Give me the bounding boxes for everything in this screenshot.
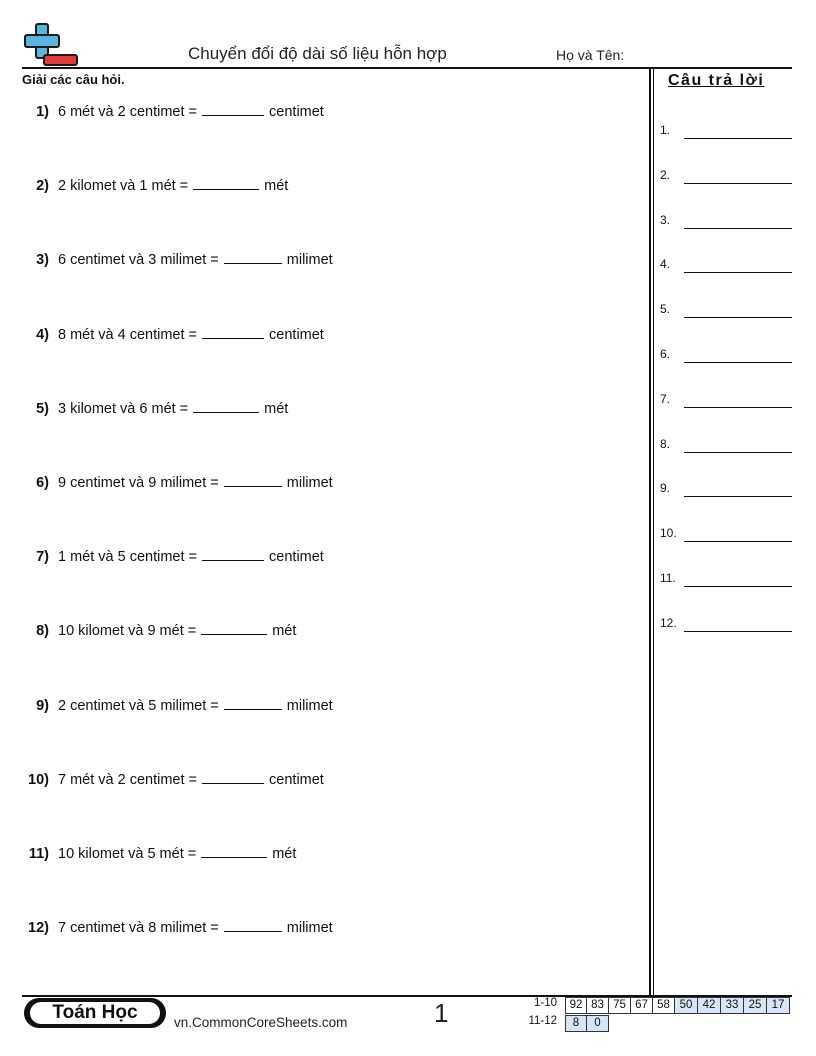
question-number: 12) [28, 920, 49, 937]
score-row [525, 997, 790, 1014]
question-text: 2 centimet và 5 milimet = [58, 697, 219, 714]
answer-blank[interactable] [202, 546, 264, 561]
question-text: 7 mét và 2 centimet = [58, 771, 198, 788]
question-number: 8) [36, 623, 49, 640]
column-divider-inner [653, 68, 654, 996]
answer-number: 10. [660, 526, 677, 541]
name-label: Họ và Tên: [556, 47, 625, 63]
score-cell: 83 [586, 997, 609, 1014]
question-item [22, 695, 333, 714]
question-text: 2 kilomet và 1 mét = [58, 178, 189, 195]
answer-line[interactable] [684, 541, 792, 542]
answer-number: 7. [660, 391, 671, 406]
answer-line[interactable] [684, 183, 792, 184]
question-unit: mét [264, 178, 289, 195]
question-number: 7) [36, 549, 49, 566]
answer-line[interactable] [684, 138, 792, 139]
question-text: 1 mét và 5 centimet = [58, 549, 198, 566]
answer-line[interactable] [684, 496, 792, 497]
question-item [22, 175, 288, 194]
answer-blank[interactable] [224, 695, 282, 710]
answer-number: 1. [660, 123, 671, 137]
answer-blank[interactable] [224, 472, 282, 487]
answer-blank[interactable] [202, 324, 264, 339]
answer-line[interactable] [684, 407, 792, 408]
question-item [22, 769, 324, 788]
question-item [22, 472, 333, 491]
answer-blank[interactable] [202, 101, 264, 116]
question-unit: milimet [286, 252, 333, 269]
score-cell: 92 [565, 997, 587, 1014]
answer-number: 3. [660, 212, 671, 227]
question-number: 5) [36, 400, 49, 417]
answer-line[interactable] [684, 317, 792, 318]
question-number: 9) [36, 697, 49, 714]
answer-number: 8. [660, 436, 671, 451]
question-text: 3 kilomet và 6 mét = [58, 400, 189, 417]
question-unit: mét [272, 623, 297, 640]
question-item [22, 546, 324, 565]
brand-label: Toán Học [30, 1002, 160, 1024]
answer-number: 5. [660, 302, 671, 317]
answer-number: 11. [660, 571, 676, 585]
answer-blank[interactable] [202, 769, 264, 784]
question-unit: centimet [269, 104, 324, 120]
page-title: Chuyển đổi độ dài số liệu hỗn hợp [188, 44, 447, 63]
question-text: 10 kilomet và 5 mét = [58, 846, 197, 862]
header-divider [22, 67, 792, 69]
answer-blank[interactable] [193, 175, 259, 190]
question-item [22, 398, 288, 417]
question-unit: centimet [269, 549, 324, 566]
question-unit: mét [264, 400, 289, 417]
question-item [22, 101, 324, 120]
question-text: 7 centimet và 8 milimet = [58, 920, 219, 937]
instructions: Giải các câu hỏi. [22, 72, 125, 87]
question-item [22, 249, 333, 268]
answer-number: 9. [660, 481, 671, 496]
score-cell: 25 [743, 997, 767, 1014]
question-number: 4) [36, 326, 49, 343]
site-url: vn.CommonCoreSheets.com [174, 1015, 348, 1030]
question-unit: milimet [286, 697, 333, 714]
question-text: 6 centimet và 3 milimet = [58, 252, 219, 269]
question-item [22, 620, 296, 639]
question-text: 9 centimet và 9 milimet = [58, 475, 219, 491]
column-divider [649, 68, 651, 996]
question-text: 10 kilomet và 9 mét = [58, 623, 197, 640]
score-cell: 17 [766, 997, 790, 1014]
answer-number: 4. [660, 257, 671, 272]
answer-blank[interactable] [201, 843, 267, 858]
answer-line[interactable] [684, 631, 792, 632]
answer-line[interactable] [684, 362, 792, 363]
answer-number: 2. [660, 167, 671, 182]
question-item [22, 917, 333, 936]
question-unit: milimet [286, 920, 333, 937]
score-cell: 75 [608, 997, 631, 1014]
question-number: 11) [28, 846, 49, 862]
score-cell: 0 [586, 1015, 609, 1032]
question-number: 10) [28, 771, 49, 788]
answer-blank[interactable] [224, 249, 282, 264]
score-row-label: 11-12 [528, 1015, 557, 1027]
score-row-label: 1-10 [533, 997, 557, 1009]
answer-blank[interactable] [193, 398, 259, 413]
score-cell: 42 [697, 997, 721, 1014]
question-unit: milimet [286, 475, 333, 491]
score-cell: 50 [674, 997, 698, 1014]
brand-badge [24, 998, 166, 1028]
question-unit: mét [272, 846, 297, 862]
question-number: 2) [36, 178, 49, 195]
question-item [22, 324, 324, 343]
plus-minus-logo-icon [22, 22, 80, 68]
answer-blank[interactable] [224, 917, 282, 932]
answer-line[interactable] [684, 272, 792, 273]
question-number: 6) [36, 475, 49, 491]
score-cell: 8 [565, 1015, 587, 1032]
question-text: 8 mét và 4 centimet = [58, 326, 198, 343]
answer-line[interactable] [684, 452, 792, 453]
answer-line[interactable] [684, 228, 792, 229]
score-row [525, 1015, 609, 1032]
question-number: 3) [36, 252, 49, 269]
answer-number: 12. [660, 615, 677, 630]
question-unit: centimet [269, 326, 324, 343]
question-item [22, 843, 296, 862]
answer-blank[interactable] [201, 620, 267, 635]
page-number: 1 [434, 998, 449, 1028]
question-text: 6 mét và 2 centimet = [58, 104, 198, 120]
score-cell: 33 [720, 997, 744, 1014]
question-number: 1) [36, 104, 49, 120]
score-cell: 67 [630, 997, 653, 1014]
answers-title: Câu trả lời [668, 72, 765, 89]
answer-number: 6. [660, 347, 671, 361]
score-cell: 58 [652, 997, 675, 1014]
question-unit: centimet [269, 771, 324, 788]
answer-line[interactable] [684, 586, 792, 587]
